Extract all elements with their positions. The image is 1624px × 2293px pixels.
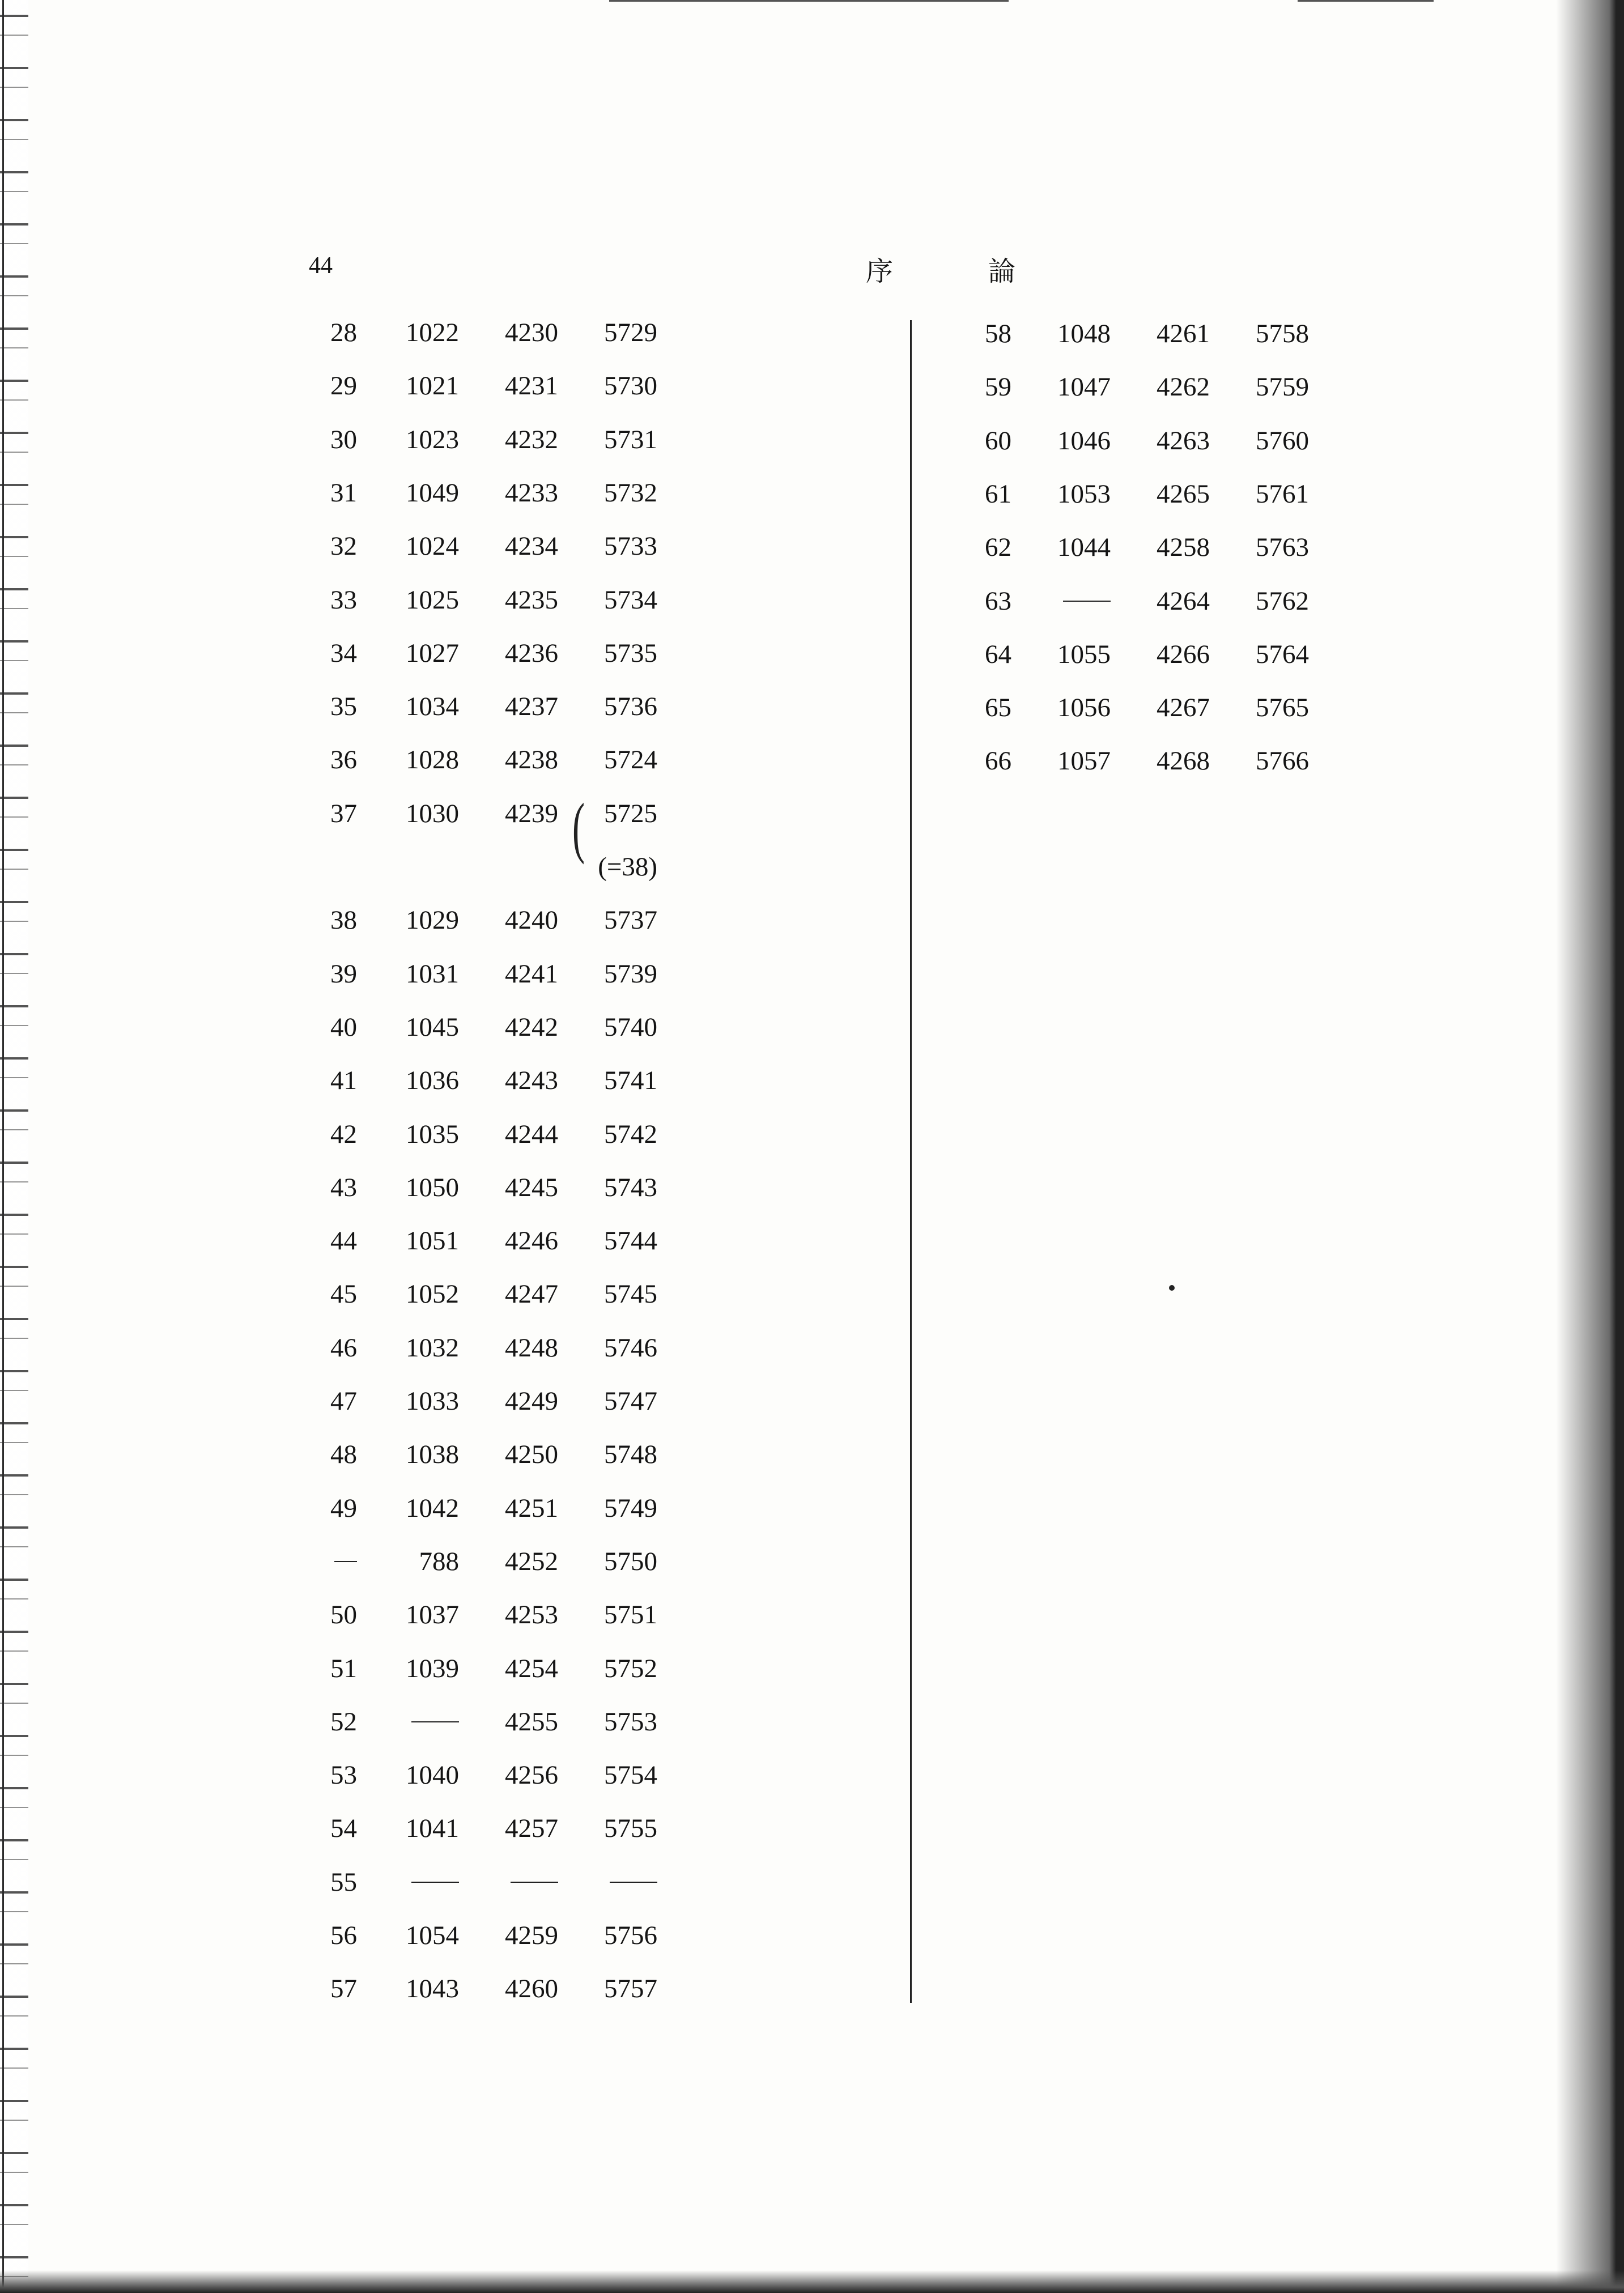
table-row bbox=[0, 1493, 1624, 1538]
table-cell: 1055 bbox=[1057, 639, 1111, 669]
dash-mark bbox=[411, 1721, 459, 1722]
table-cell: 55 bbox=[330, 1867, 357, 1897]
table-row bbox=[0, 318, 1624, 364]
table-cell: 4249 bbox=[505, 1386, 558, 1416]
table-cell: 1041 bbox=[406, 1814, 459, 1844]
running-head: 序 論 bbox=[866, 257, 1060, 287]
table-row bbox=[0, 1707, 1624, 1752]
table-cell: 4240 bbox=[505, 905, 558, 935]
table-cell: 5739 bbox=[604, 959, 657, 989]
table-cell: 63 bbox=[985, 586, 1011, 616]
table-cell: 1053 bbox=[1057, 479, 1111, 509]
dash-mark bbox=[610, 1882, 657, 1883]
table-cell: 4236 bbox=[505, 638, 558, 668]
table-cell: 1044 bbox=[1057, 533, 1111, 563]
table-cell: 1029 bbox=[406, 905, 459, 935]
table-cell: 64 bbox=[985, 639, 1011, 669]
table-row bbox=[0, 532, 1624, 577]
table-cell: 4262 bbox=[1157, 372, 1210, 402]
table-row bbox=[0, 1973, 1624, 2019]
table-cell: 66 bbox=[985, 746, 1011, 776]
table-cell: 5743 bbox=[604, 1172, 657, 1202]
table-cell: 41 bbox=[330, 1066, 357, 1096]
table-cell: 1034 bbox=[406, 692, 459, 722]
table-cell: 53 bbox=[330, 1760, 357, 1790]
table-cell: 40 bbox=[330, 1012, 357, 1042]
page-number: 44 bbox=[309, 253, 333, 279]
table-row bbox=[0, 639, 1624, 684]
table-cell: 62 bbox=[985, 533, 1011, 563]
table-cell: 45 bbox=[330, 1279, 357, 1309]
table-cell: 5746 bbox=[604, 1333, 657, 1363]
dash-mark bbox=[1063, 601, 1111, 602]
table-row bbox=[0, 586, 1624, 631]
table-cell: 1024 bbox=[406, 531, 459, 561]
table-cell: 5729 bbox=[604, 318, 657, 347]
table-cell: 4235 bbox=[505, 585, 558, 615]
table-cell: 1033 bbox=[406, 1386, 459, 1416]
table-cell: 39 bbox=[330, 959, 357, 989]
table-cell: 5750 bbox=[604, 1546, 657, 1576]
table-cell: 5760 bbox=[1256, 426, 1309, 456]
table-cell: 5736 bbox=[604, 692, 657, 722]
table-cell: 1022 bbox=[406, 318, 459, 347]
table-cell bbox=[374, 1867, 459, 1898]
table-cell: 37 bbox=[330, 798, 357, 828]
table-cell: 30 bbox=[330, 424, 357, 454]
table-cell: 1045 bbox=[406, 1012, 459, 1042]
table-row bbox=[0, 1920, 1624, 1966]
table-cell: 4233 bbox=[505, 478, 558, 508]
table-cell: 4247 bbox=[505, 1279, 558, 1309]
table-cell: 5764 bbox=[1256, 639, 1309, 669]
table-cell: 5759 bbox=[1256, 372, 1309, 402]
table-cell bbox=[374, 1707, 459, 1737]
table-cell: 4265 bbox=[1157, 479, 1210, 509]
table-cell: 1021 bbox=[406, 371, 459, 401]
table-cell: 4237 bbox=[505, 692, 558, 722]
table-cell: 57 bbox=[330, 1974, 357, 2004]
table-cell: 5763 bbox=[1256, 533, 1309, 563]
table-row bbox=[0, 1119, 1624, 1164]
table-cell: 5757 bbox=[604, 1974, 657, 2004]
table-cell: 47 bbox=[330, 1386, 357, 1416]
table-cell: 38 bbox=[330, 905, 357, 935]
table-cell: 5742 bbox=[604, 1119, 657, 1149]
table-cell: 36 bbox=[330, 745, 357, 775]
table-cell: 4246 bbox=[505, 1226, 558, 1256]
table-cell: 5732 bbox=[604, 478, 657, 508]
table-row bbox=[0, 1813, 1624, 1858]
table-cell: 5731 bbox=[604, 424, 657, 454]
table-cell: (=38) bbox=[598, 852, 657, 882]
table-cell: 5724 bbox=[604, 745, 657, 775]
table-cell: 56 bbox=[330, 1921, 357, 1950]
table-cell: 1051 bbox=[406, 1226, 459, 1256]
table-cell: 4239 bbox=[505, 798, 558, 828]
table-cell: 1047 bbox=[1057, 372, 1111, 402]
table-cell bbox=[473, 1867, 558, 1898]
table-row bbox=[0, 1279, 1624, 1324]
ink-speck bbox=[1169, 1285, 1175, 1291]
table-cell: 48 bbox=[330, 1440, 357, 1470]
table-row bbox=[0, 1439, 1624, 1484]
dash-mark bbox=[334, 1561, 357, 1562]
table-cell: 5733 bbox=[604, 531, 657, 561]
table-row bbox=[0, 426, 1624, 471]
table-cell: 4231 bbox=[505, 371, 558, 401]
table-cell: 50 bbox=[330, 1600, 357, 1630]
table-cell: 1037 bbox=[406, 1600, 459, 1630]
table-row bbox=[0, 1333, 1624, 1378]
table-cell: 4243 bbox=[505, 1066, 558, 1096]
table-cell: 5749 bbox=[604, 1493, 657, 1523]
table-cell: 5734 bbox=[604, 585, 657, 615]
table-cell: 4250 bbox=[505, 1440, 558, 1470]
table-cell: 35 bbox=[330, 692, 357, 722]
table-cell: 4248 bbox=[505, 1333, 558, 1363]
top-edge-rule bbox=[1298, 0, 1434, 2]
table-cell: 43 bbox=[330, 1172, 357, 1202]
table-row bbox=[0, 1172, 1624, 1218]
table-row bbox=[0, 1760, 1624, 1805]
table-cell: 34 bbox=[330, 638, 357, 668]
table-cell: 4260 bbox=[505, 1974, 558, 2004]
table-cell: 4261 bbox=[1157, 319, 1210, 348]
table-cell: 42 bbox=[330, 1119, 357, 1149]
table-cell: 1048 bbox=[1057, 319, 1111, 348]
table-cell: 5725 bbox=[604, 798, 657, 828]
table-cell: 1052 bbox=[406, 1279, 459, 1309]
scan-bottom-edge bbox=[0, 2270, 1624, 2293]
table-row bbox=[0, 905, 1624, 950]
table-cell: 49 bbox=[330, 1493, 357, 1523]
table-cell: 58 bbox=[985, 319, 1011, 348]
table-cell: 4242 bbox=[505, 1012, 558, 1042]
table-cell: 4255 bbox=[505, 1707, 558, 1737]
table-cell: 1054 bbox=[406, 1921, 459, 1950]
table-cell: 44 bbox=[330, 1226, 357, 1256]
table-cell: 1038 bbox=[406, 1440, 459, 1470]
table-cell: 1049 bbox=[406, 478, 459, 508]
table-cell: 54 bbox=[330, 1814, 357, 1844]
table-row bbox=[0, 852, 1624, 897]
table-cell: 5754 bbox=[604, 1760, 657, 1790]
table-cell: 5737 bbox=[604, 905, 657, 935]
table-cell: 4259 bbox=[505, 1921, 558, 1950]
table-cell: 1042 bbox=[406, 1493, 459, 1523]
table-cell: 1050 bbox=[406, 1172, 459, 1202]
table-cell: 4258 bbox=[1157, 533, 1210, 563]
table-cell: 1056 bbox=[1057, 693, 1111, 723]
table-cell bbox=[272, 1546, 357, 1577]
table-cell: 32 bbox=[330, 531, 357, 561]
table-row bbox=[0, 746, 1624, 791]
table-row bbox=[0, 1599, 1624, 1645]
table-cell: 4257 bbox=[505, 1814, 558, 1844]
table-cell: 1039 bbox=[406, 1653, 459, 1683]
table-cell: 4244 bbox=[505, 1119, 558, 1149]
table-cell: 5730 bbox=[604, 371, 657, 401]
table-cell: 5748 bbox=[604, 1440, 657, 1470]
table-cell: 4252 bbox=[505, 1546, 558, 1576]
table-cell: 4263 bbox=[1157, 426, 1210, 456]
table-cell: 1025 bbox=[406, 585, 459, 615]
table-cell bbox=[1026, 586, 1111, 616]
table-cell: 5766 bbox=[1256, 746, 1309, 776]
table-cell: 5751 bbox=[604, 1600, 657, 1630]
table-cell: 5740 bbox=[604, 1012, 657, 1042]
table-cell: 4266 bbox=[1157, 639, 1210, 669]
table-row bbox=[0, 1386, 1624, 1431]
table-row bbox=[0, 1867, 1624, 1912]
table-row bbox=[0, 372, 1624, 417]
table-cell: 5761 bbox=[1256, 479, 1309, 509]
table-row bbox=[0, 1065, 1624, 1111]
table-cell: 4234 bbox=[505, 531, 558, 561]
table-cell: 1032 bbox=[406, 1333, 459, 1363]
table-cell: 1030 bbox=[406, 798, 459, 828]
table-cell: 5744 bbox=[604, 1226, 657, 1256]
table-cell: 4232 bbox=[505, 424, 558, 454]
table-row bbox=[0, 1012, 1624, 1057]
table-cell: 5756 bbox=[604, 1921, 657, 1950]
table-cell: 1046 bbox=[1057, 426, 1111, 456]
table-cell: 4268 bbox=[1157, 746, 1210, 776]
table-cell: 51 bbox=[330, 1653, 357, 1683]
table-cell: 1040 bbox=[406, 1760, 459, 1790]
table-cell: 65 bbox=[985, 693, 1011, 723]
table-cell: 60 bbox=[985, 426, 1011, 456]
table-cell: 1023 bbox=[406, 424, 459, 454]
table-cell: 5741 bbox=[604, 1066, 657, 1096]
table-cell: 1057 bbox=[1057, 746, 1111, 776]
table-row bbox=[0, 798, 1624, 844]
table-cell: 5747 bbox=[604, 1386, 657, 1416]
table-cell: 61 bbox=[985, 479, 1011, 509]
table-cell: 5755 bbox=[604, 1814, 657, 1844]
table-row bbox=[0, 1653, 1624, 1699]
table-cell: 4230 bbox=[505, 318, 558, 347]
table-cell: 1031 bbox=[406, 959, 459, 989]
table-row bbox=[0, 692, 1624, 738]
table-cell: 5745 bbox=[604, 1279, 657, 1309]
table-cell: 5758 bbox=[1256, 319, 1309, 348]
table-cell: 4264 bbox=[1157, 586, 1210, 616]
table-cell: 46 bbox=[330, 1333, 357, 1363]
table-cell: 28 bbox=[330, 318, 357, 347]
table-cell: 5753 bbox=[604, 1707, 657, 1737]
table-cell: 4238 bbox=[505, 745, 558, 775]
table-cell: 31 bbox=[330, 478, 357, 508]
table-cell: 1036 bbox=[406, 1066, 459, 1096]
table-cell: 4256 bbox=[505, 1760, 558, 1790]
table-cell: 1028 bbox=[406, 745, 459, 775]
table-cell: 5765 bbox=[1256, 693, 1309, 723]
table-cell: 52 bbox=[330, 1707, 357, 1737]
top-edge-rule bbox=[609, 0, 1009, 2]
table-cell: 788 bbox=[419, 1546, 459, 1576]
table-cell: 1043 bbox=[406, 1974, 459, 2004]
table-cell: 4245 bbox=[505, 1172, 558, 1202]
table-row bbox=[0, 1546, 1624, 1592]
table-cell: 5752 bbox=[604, 1653, 657, 1683]
left-brace: ( bbox=[572, 789, 585, 865]
table-cell: 1035 bbox=[406, 1119, 459, 1149]
dash-mark bbox=[411, 1882, 459, 1883]
table-cell: 4267 bbox=[1157, 693, 1210, 723]
table-cell: 29 bbox=[330, 371, 357, 401]
table-row bbox=[0, 479, 1624, 524]
table-row bbox=[0, 959, 1624, 1004]
dash-mark bbox=[511, 1882, 558, 1883]
table-cell: 33 bbox=[330, 585, 357, 615]
table-row bbox=[0, 1226, 1624, 1271]
table-cell: 4254 bbox=[505, 1653, 558, 1683]
table-cell: 4253 bbox=[505, 1600, 558, 1630]
table-cell: 59 bbox=[985, 372, 1011, 402]
table-cell: 4241 bbox=[505, 959, 558, 989]
table-cell bbox=[572, 1867, 657, 1898]
table-cell: 5735 bbox=[604, 638, 657, 668]
table-cell: 4251 bbox=[505, 1493, 558, 1523]
table-cell: 5762 bbox=[1256, 586, 1309, 616]
table-cell: 1027 bbox=[406, 638, 459, 668]
